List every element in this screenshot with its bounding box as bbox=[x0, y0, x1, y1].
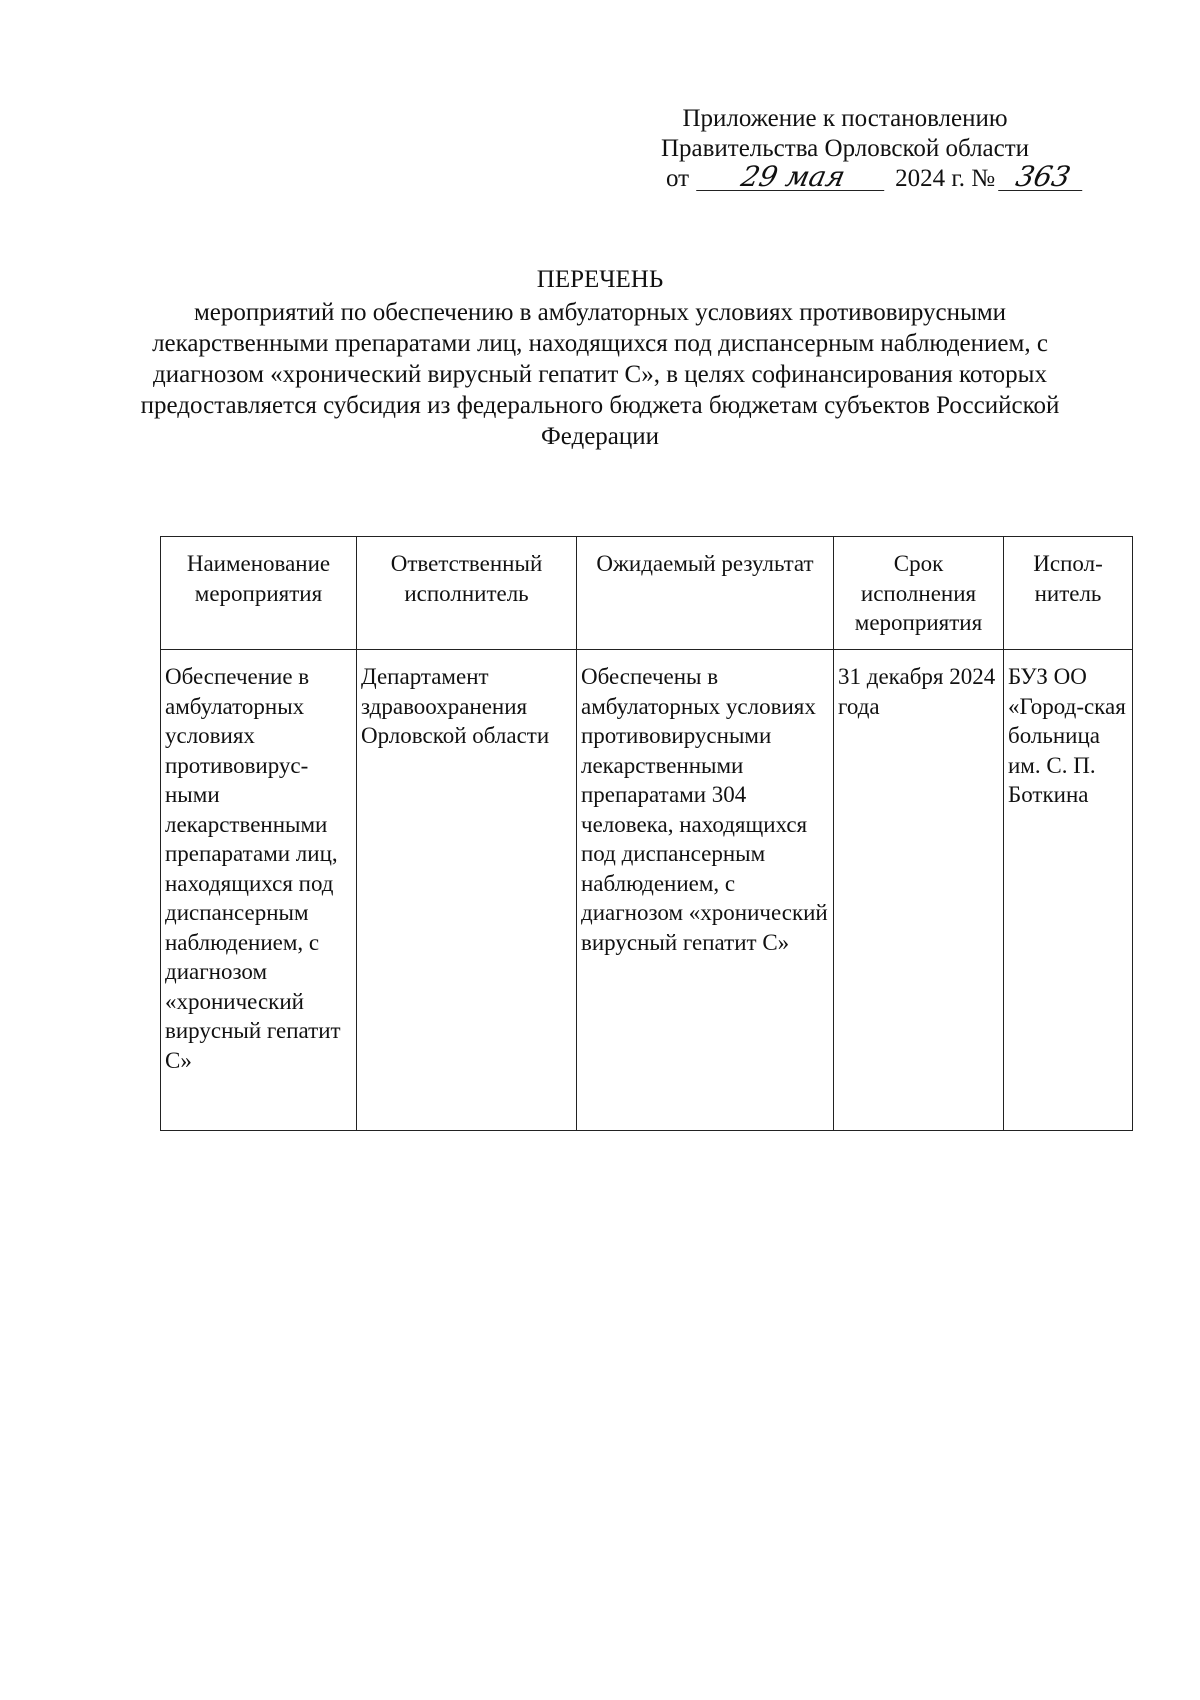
cell-measure-name: Обеспечение в амбулаторных условиях противовирус-ными лекарственными препаратами лиц, находящихся под диспансерным наблюдением, с диагнозом «хронический вирусный гепатит С» bbox=[161, 650, 357, 1131]
appendix-line-1: Приложение к постановлению bbox=[682, 105, 1008, 132]
year-and-number-label: 2024 г. № bbox=[895, 165, 996, 192]
table-header-row bbox=[161, 537, 1133, 650]
handwritten-number: 363 bbox=[998, 164, 1088, 191]
cell-executor: БУЗ ОО «Город-ская больница им. С. П. Боткина bbox=[1004, 650, 1133, 1131]
cell-deadline: 31 декабря 2024 года bbox=[834, 650, 1004, 1131]
handwritten-date: 29 мая bbox=[696, 164, 890, 191]
appendix-line-2: Правительства Орловской области bbox=[660, 135, 1030, 162]
title-heading: ПЕРЕЧЕНЬ bbox=[536, 266, 664, 293]
measures-table bbox=[160, 536, 1133, 1131]
header-executor: Испол-нитель bbox=[1004, 537, 1133, 650]
cell-responsible: Департамент здравоохранения Орловской области bbox=[357, 650, 577, 1131]
header-expected-result: Ожидаемый результат bbox=[577, 537, 834, 650]
header-deadline: Срок исполнения мероприятия bbox=[834, 537, 1004, 650]
header-measure-name: Наименование мероприятия bbox=[161, 537, 357, 650]
title-subtitle: мероприятий по обеспечению в амбулаторных условиях противовирусными лекарственными препаратами лиц, находящихся под диспансерным наблюдением, с диагнозом «хронический вирусный гепатит С», в целях софинансирования которых предоставляется субсидия из федерального бюджета бюджетам субъектов Российской Федерации bbox=[140, 299, 1060, 450]
document-title bbox=[0, 264, 1200, 452]
appendix-header bbox=[600, 104, 1090, 194]
appendix-date-line bbox=[600, 160, 1090, 194]
date-prefix: от bbox=[666, 165, 690, 192]
cell-expected-result: Обеспечены в амбулаторных условиях противовирусными лекарственными препаратами 304 человека, находящихся под диспансерным наблюдением, с диагнозом «хронический вирусный гепатит С» bbox=[577, 650, 834, 1131]
header-responsible: Ответственный исполнитель bbox=[357, 537, 577, 650]
table-row bbox=[161, 650, 1133, 1131]
